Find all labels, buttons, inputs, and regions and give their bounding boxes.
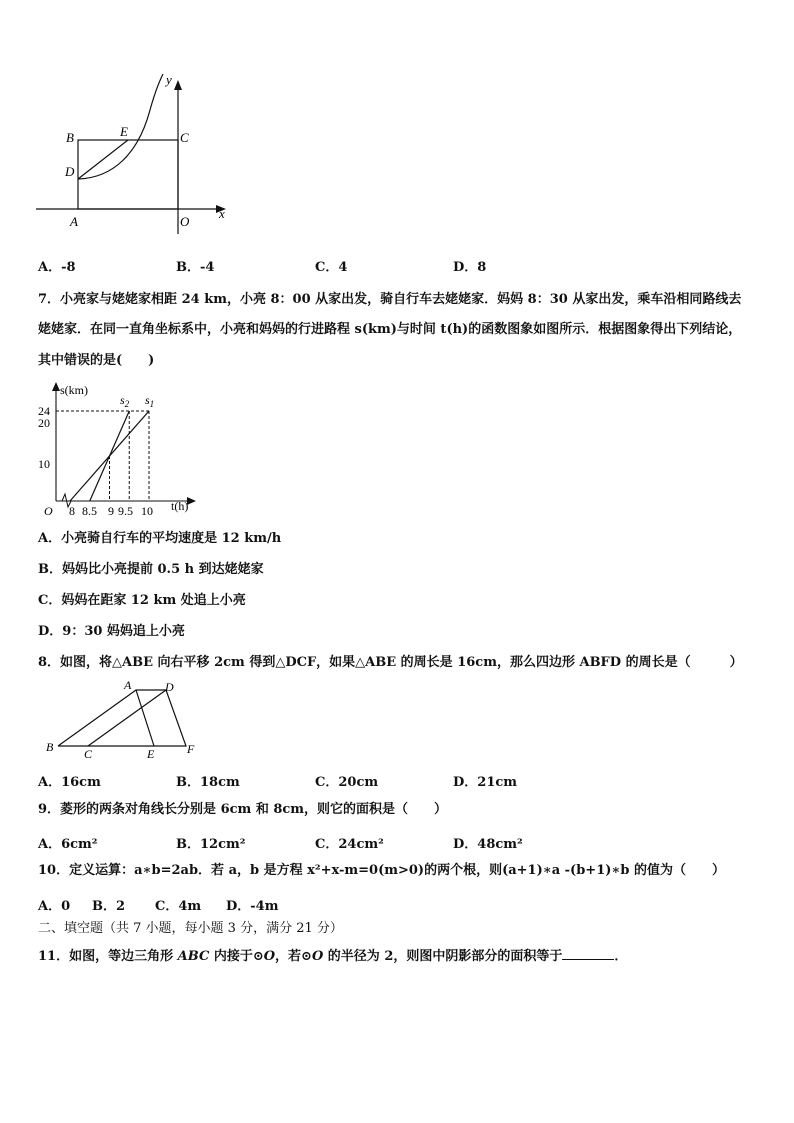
label-o: O	[180, 214, 190, 229]
q8-label-b: B	[46, 740, 54, 754]
q7-line-2: 姥姥家．在同一直角坐标系中，小亮和妈妈的行进路程 s(km)与时间 t(h)的函数图象如图所示．根据图象得出下列结论，	[38, 322, 742, 337]
q11-text	[38, 947, 627, 965]
q11-answer-blank[interactable]	[562, 947, 614, 960]
chart7-y-arrow-icon	[52, 382, 60, 391]
q9-text: 9．菱形的两条对角线长分别是 6cm 和 8cm，则它的面积是（ ）	[38, 802, 448, 817]
q9-option-c[interactable]: C．24cm²	[315, 837, 384, 852]
label-d: D	[65, 164, 75, 179]
q7-option-a[interactable]: A．小亮骑自行车的平均速度是 12 km/h	[38, 531, 282, 546]
q6-option-a[interactable]: A．-8	[38, 260, 76, 275]
q6-figure	[30, 70, 240, 240]
q7-line-1: 7．小亮家与姥姥家相距 24 km，小亮 8：00 从家出发，骑自行车去姥姥家．妈妈 8：30 从家出发，乘车沿相同路线去	[38, 292, 742, 307]
label-b: B	[66, 130, 74, 145]
q11-abc: ABC	[177, 949, 210, 964]
y-axis-arrow-icon	[174, 80, 182, 90]
q8-label-d: D	[165, 680, 174, 694]
segment-cd	[88, 690, 166, 746]
q11-o1: O	[263, 949, 276, 964]
label-e: E	[120, 124, 128, 139]
q10-option-a[interactable]: A．0	[38, 899, 71, 914]
label-x: x	[219, 206, 225, 221]
chart7-s1-label: $s_1$	[145, 393, 155, 409]
q8-text: 8．如图，将△ABE 向右平移 2cm 得到△DCF，如果△ABE 的周长是 16cm，那么四边形 ABFD 的周长是（ ）	[38, 655, 743, 670]
q8-label-a: A	[124, 678, 132, 692]
chart7-x-label: t(h)	[171, 499, 189, 513]
q8-option-d[interactable]: D．21cm	[453, 775, 518, 790]
section-heading: 二、填空题（共 7 小题，每小题 3 分，满分 21 分）	[38, 921, 343, 936]
chart7-xtick-10: 10	[141, 504, 153, 518]
q11-mid2: ，若⊙	[275, 949, 312, 964]
q11-o2: O	[311, 949, 324, 964]
q6-option-b[interactable]: B．-4	[176, 260, 215, 275]
chart7-xtick-8-5: 8.5	[82, 504, 97, 518]
label-y: y	[166, 72, 172, 87]
q11-before: 11．如图，等边三角形	[38, 949, 178, 964]
q10-option-d[interactable]: D．-4m	[226, 899, 279, 914]
q9-option-a[interactable]: A．6cm²	[38, 837, 98, 852]
chart7-x-arrow-icon	[187, 497, 196, 505]
label-a: A	[70, 214, 78, 229]
q8-option-a[interactable]: A．16cm	[38, 775, 101, 790]
segment-ae	[136, 690, 154, 746]
q7-option-b[interactable]: B．妈妈比小亮提前 0.5 h 到达姥姥家	[38, 562, 264, 577]
label-c: C	[180, 130, 189, 145]
quadrilateral-abfd	[58, 690, 186, 746]
q8-label-e: E	[147, 747, 155, 761]
q7-chart	[32, 380, 207, 520]
q8-label-c: C	[84, 747, 93, 761]
chart7-xtick-8: 8	[69, 504, 75, 518]
q9-option-d[interactable]: D．48cm²	[453, 837, 523, 852]
q7-option-c[interactable]: C．妈妈在距家 12 km 处追上小亮	[38, 593, 246, 608]
chart7-ytick-24: 24	[38, 404, 50, 418]
q8-figure	[38, 677, 208, 765]
chart7-ytick-20: 20	[38, 416, 50, 430]
q10-text: 10．定义运算：a∗b=2ab．若 a，b 是方程 x²+x-m=0(m>0)的两个根，则(a+1)∗a -(b+1)∗b 的值为（ ）	[38, 863, 725, 878]
q9-option-b[interactable]: B．12cm²	[176, 837, 246, 852]
chart7-y-label: s(km)	[60, 383, 88, 397]
q7-line-3: 其中错误的是( )	[38, 353, 155, 368]
q7-option-d[interactable]: D．9：30 妈妈追上小亮	[38, 624, 185, 639]
chart7-xtick-9-5: 9.5	[118, 504, 133, 518]
q8-option-c[interactable]: C．20cm	[315, 775, 379, 790]
rectangle-abco	[78, 140, 178, 209]
q8-option-b[interactable]: B．18cm	[176, 775, 240, 790]
chart7-s2-label: $s_2$	[120, 393, 130, 409]
q11-after: 的半径为 2，则图中阴影部分的面积等于	[323, 949, 563, 964]
chart7-origin: O	[44, 504, 53, 518]
q10-option-c[interactable]: C．4m	[155, 899, 202, 914]
q10-option-b[interactable]: B．2	[92, 899, 126, 914]
chart7-ytick-10: 10	[38, 457, 50, 471]
q6-option-d[interactable]: D．8	[453, 260, 487, 275]
q11-end: ．	[614, 949, 628, 964]
q6-option-c[interactable]: C．4	[315, 260, 348, 275]
q8-label-f: F	[187, 742, 195, 756]
q11-mid1: 内接于⊙	[209, 949, 264, 964]
chart7-xtick-9: 9	[108, 504, 114, 518]
